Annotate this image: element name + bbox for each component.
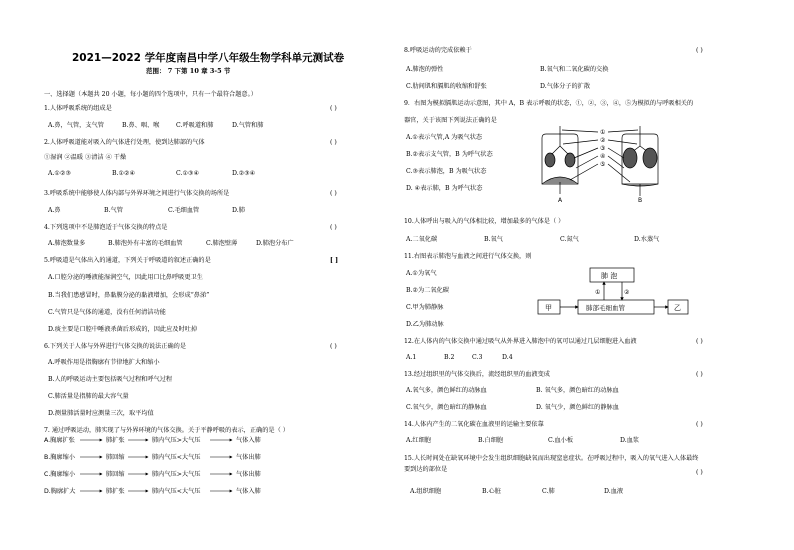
jar-label-b: B — [638, 197, 643, 204]
option[interactable]: A.①②③ — [48, 170, 72, 177]
jar-label-a: A — [558, 197, 563, 204]
option[interactable]: A.呼吸作用是指胸廓有节律地扩大和缩小 — [48, 359, 160, 366]
diaphragm-model-figure — [530, 124, 680, 204]
option[interactable]: D.肺泡分布广 — [256, 240, 294, 247]
question-stem-line2: ①湿润 ②温暖 ③清洁 ④ 干燥 — [44, 154, 127, 161]
question-stem: 11.右图表示肺泡与血液之间进行气体交换，则 — [404, 253, 532, 260]
option[interactable]: C.甲为肺静脉 — [406, 304, 444, 311]
option[interactable]: B.肺泡外有丰富的毛细血管 — [108, 240, 183, 247]
option[interactable]: D.气体分子的扩散 — [540, 83, 591, 90]
answer-blank[interactable]: ( ) — [330, 190, 337, 197]
option[interactable]: B.2 — [444, 354, 455, 361]
option[interactable]: B.当我们患感冒时，鼻黏膜分泌的黏液增加，会形成“鼻涕” — [48, 292, 210, 299]
question-stem: 12.在人体内的气体交换中通过吸气从外界进入肺泡中的氧可以通过几层细胞进入血液 — [404, 338, 637, 345]
q7-cell: 气体出肺 — [236, 454, 261, 461]
question-stem: 10.人体呼出与吸入的气体相比较，增加最多的气体是（ ） — [404, 218, 565, 225]
question-stem: 5.呼吸道是气体出入的通道，下列关于呼吸道的叙述正确的是 — [44, 257, 211, 264]
q7-cell: 肺内气压<大气压 — [152, 454, 201, 461]
option[interactable]: D. 氧气少，颜色鲜红的静脉血 — [536, 404, 619, 411]
figure-number-label: ⑤ — [600, 161, 606, 168]
answer-blank[interactable]: ( ) — [330, 105, 337, 112]
option[interactable]: C.氮气 — [560, 236, 579, 243]
vessel-right-label: 乙 — [674, 304, 681, 312]
q7-cell: 肺内气压>大气压 — [152, 471, 201, 478]
question-stem: 4.下列选项中不是肺泡适于气体交换的特点是 — [44, 224, 168, 231]
option[interactable]: D.测量肺活量时应测量三次，取平均值 — [48, 410, 154, 417]
q7-cell: 气体出肺 — [236, 471, 261, 478]
figure-number-label: ① — [600, 129, 606, 136]
question-stem: 14.人体内产生的二氧化碳在血液里的运输主要依靠 — [404, 421, 544, 428]
question-stem: 15.人长时间处在缺氧环境中会发生组织细胞缺氧而出现窒息症状。在呼吸过程中，吸入的氧气进入人体最终要到达的部位是 — [404, 455, 699, 474]
option[interactable]: C.肋间肌和膈肌的收缩和舒张 — [406, 83, 487, 90]
option[interactable]: B.①②④ — [112, 170, 136, 177]
q7-cell: 肺内气压<大气压 — [152, 488, 201, 495]
option[interactable]: B.气管 — [104, 207, 123, 214]
question-stem: 1.人体呼吸系统的组成是 — [44, 105, 112, 112]
q7-cell: 气体入肺 — [236, 437, 261, 444]
option[interactable]: A.①为氧气 — [406, 270, 437, 277]
q7-cell: 肺扩张 — [106, 437, 125, 444]
option[interactable]: C.呼吸道和肺 — [176, 122, 214, 129]
q7-cell: 肺扩张 — [106, 488, 125, 495]
figure-number-label: ③ — [600, 145, 606, 152]
option[interactable]: B.氧气和二氧化碳的交换 — [540, 66, 609, 73]
option[interactable]: A.口腔分泌的唾液能湿润空气，因此用口比鼻呼吸更卫生 — [48, 274, 203, 281]
option[interactable]: B.白细胞 — [478, 437, 504, 444]
option[interactable]: D.血液 — [604, 488, 624, 495]
option[interactable]: B.氧气 — [484, 236, 503, 243]
question-stem-line2: 器官，关于该图下列说法正确的是 — [404, 117, 497, 124]
figure-number-label: ④ — [600, 153, 606, 160]
option[interactable]: A.1 — [406, 354, 417, 361]
option[interactable]: C.①③④ — [176, 170, 200, 177]
exam-scope: 范围： 7 下第 10 章 3-5 节 — [146, 67, 231, 75]
option[interactable]: C.氧气少，颜色暗红的静脉血 — [406, 404, 487, 411]
answer-blank[interactable]: ( ) — [330, 343, 337, 350]
q7-cell[interactable]: B.胸廓缩小 — [44, 454, 75, 461]
capillary-label: 肺部毛细血管 — [586, 304, 625, 312]
option[interactable]: B.②为二氧化碳 — [406, 287, 449, 294]
option[interactable]: C.毛细血管 — [168, 207, 200, 214]
arrow-label-2: ② — [624, 289, 630, 296]
option[interactable]: A.肺泡数量多 — [48, 240, 86, 247]
arrow-label-1: ① — [595, 289, 601, 296]
option[interactable]: A.①表示气管,A 为吸气状态 — [406, 134, 483, 141]
q7-cell[interactable]: D.胸廓扩大 — [44, 488, 76, 495]
option[interactable]: D.②③④ — [232, 170, 256, 177]
alveolus-label: 肺 泡 — [601, 272, 618, 280]
option[interactable]: C.气管只是气体的通道，没有任何清洁功能 — [48, 309, 166, 316]
option[interactable]: A.鼻，气管，支气管 — [48, 122, 104, 129]
q7-cell: 肺内气压>大气压 — [152, 437, 201, 444]
option[interactable]: B. 氧气多，颜色暗红的动脉血 — [536, 387, 619, 394]
option[interactable]: A.氧气多，颜色鲜红的动脉血 — [406, 387, 487, 394]
q7-cell[interactable]: C.胸廓缩小 — [44, 471, 76, 478]
option[interactable]: C.血小板 — [548, 437, 574, 444]
question-stem: 8.呼吸运动的完成依赖于 — [404, 47, 472, 54]
option[interactable]: D.4 — [502, 354, 513, 361]
option[interactable]: C.肺泡壁薄 — [206, 240, 238, 247]
option[interactable]: A.鼻 — [48, 207, 61, 214]
option[interactable]: C.3 — [472, 354, 483, 361]
option[interactable]: C.③表示肺泡，B 为吸气状态 — [406, 168, 487, 175]
vessel-left-label: 甲 — [545, 304, 552, 312]
option[interactable]: C.肺活量是指肺的最大容气量 — [48, 393, 129, 400]
question-stem: 7. 通过呼吸运动，肺实现了与外界环境的气体交换。关于平静呼吸的表示，正确的是（ ） — [44, 427, 289, 434]
answer-blank[interactable]: ( ) — [696, 338, 703, 345]
answer-blank[interactable]: ( ) — [330, 224, 337, 231]
option[interactable]: C.肺 — [542, 488, 555, 495]
answer-blank[interactable]: ( ) — [696, 47, 703, 54]
option[interactable]: B.鼻、咽、喉 — [122, 122, 160, 129]
option[interactable]: D.血浆 — [620, 437, 640, 444]
section-heading: 一、选择题（本题共 20 小题，每小题的四个选项中，只有一个最符合题意。） — [44, 91, 257, 98]
option[interactable]: D.乙为肺动脉 — [406, 321, 444, 328]
option[interactable]: D.肺 — [232, 207, 245, 214]
figure-number-label: ② — [600, 137, 606, 144]
exam-title: 2021—2022 学年度南昌中学八年级生物学科单元测试卷 — [72, 52, 345, 64]
answer-blank[interactable]: ( ) — [696, 421, 703, 428]
question-stem: 2.人体呼吸道能对吸入的气体进行处理，使到达肺部的气体 — [44, 139, 205, 146]
q7-cell[interactable]: A.胸廓扩张 — [44, 437, 75, 444]
option[interactable]: D.水蒸气 — [634, 236, 660, 243]
option[interactable]: D. ④表示肺，B 为呼气状态 — [406, 185, 483, 192]
q7-cell: 肺回缩 — [106, 471, 125, 478]
q7-cell: 气体入肺 — [236, 488, 261, 495]
option[interactable]: A.红细胞 — [406, 437, 431, 444]
answer-blank[interactable]: ( ) — [696, 371, 703, 378]
option[interactable]: A.二氧化碳 — [406, 236, 438, 243]
answer-blank[interactable]: ( ) — [330, 139, 337, 146]
q7-cell: 肺回缩 — [106, 454, 125, 461]
option[interactable]: A.肺泡的弹性 — [406, 66, 444, 73]
option[interactable]: D.气管和肺 — [232, 122, 264, 129]
option[interactable]: B.人的呼吸运动主要包括吸气过程和呼气过程 — [48, 376, 173, 383]
question-stem: 3.呼吸系统中能够使人体内部与外界环境之间进行气体交换的场所是 — [44, 190, 230, 197]
option[interactable]: A.组织细胞 — [410, 488, 442, 495]
option[interactable]: D.痰主要是口腔中唾液杀菌后形成的，因此应及时吐掉 — [48, 326, 198, 333]
question-stem: 6.下列关于人体与外界进行气体交换的说法正确的是 — [44, 343, 187, 350]
gas-exchange-figure — [530, 266, 690, 326]
question-stem: 9．右图为模拟膈肌运动示意图，其中 A，B 表示呼吸的状态，①，②，③，④，⑤为模拟的与呼吸相关的 — [404, 100, 694, 107]
answer-blank[interactable]: [ ] — [330, 257, 339, 264]
option[interactable]: B.心脏 — [482, 488, 501, 495]
answer-blank[interactable]: ( ) — [696, 469, 703, 476]
option[interactable]: B.②表示支气管，B 为呼气状态 — [406, 151, 493, 158]
q7-arrow-table — [40, 434, 400, 514]
question-stem: 13.经过组织里的气体交换后，流经组织里的血液变成 — [404, 371, 550, 378]
